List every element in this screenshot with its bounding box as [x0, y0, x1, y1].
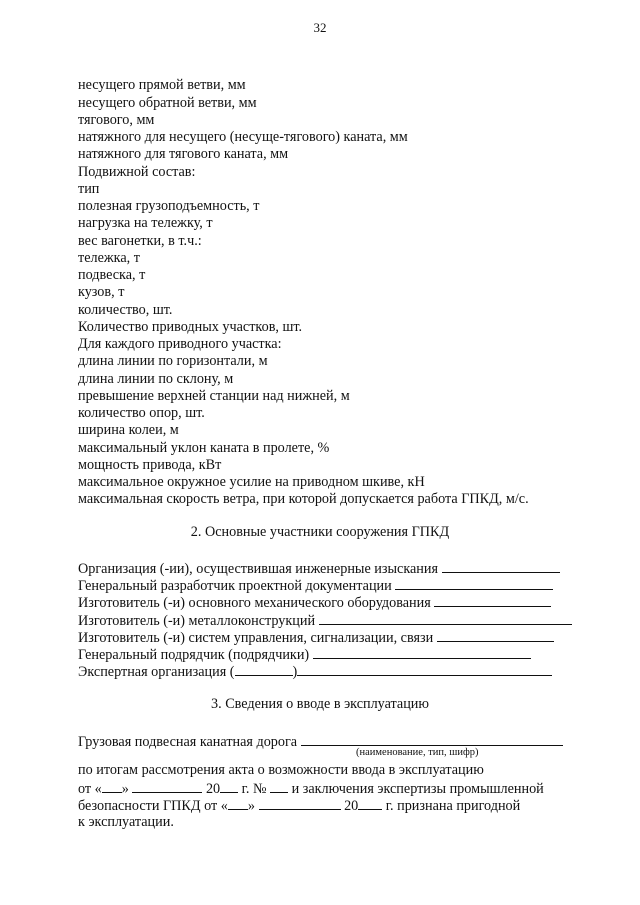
list-item: длина линии по горизонтали, м	[78, 353, 268, 369]
road-label: Грузовая подвесная канатная дорога	[78, 734, 298, 750]
list-item: максимальный уклон каната в пролете, %	[78, 440, 330, 456]
text-fragment: 20	[205, 781, 221, 797]
list-item: несущего прямой ветви, мм	[78, 77, 246, 93]
year-field[interactable]	[220, 779, 238, 793]
road-name-field[interactable]	[301, 732, 563, 746]
fill-in-line[interactable]	[297, 662, 552, 676]
list-item: превышение верхней станции над нижней, м	[78, 388, 350, 404]
list-item: тягового, мм	[78, 112, 155, 128]
participant-row	[78, 662, 552, 681]
text-fragment: »	[121, 781, 129, 797]
participant-label: Изготовитель (-и) металлоконструкций	[78, 613, 316, 629]
list-item: длина линии по склону, м	[78, 371, 234, 387]
text-fragment: безопасности ГПКД от «	[78, 798, 228, 814]
paragraph-line	[78, 796, 520, 815]
list-item: максимальное окружное усилие на приводном шкиве, кН	[78, 474, 425, 490]
list-item: Подвижной состав:	[78, 164, 196, 180]
participant-label: Генеральный подрядчик (подрядчики)	[78, 647, 310, 663]
list-item: натяжного для тягового каната, мм	[78, 146, 289, 162]
list-item: полезная грузоподъемность, т	[78, 198, 260, 214]
participant-label: Организация (-ии), осуществившая инженерные изыскания	[78, 561, 439, 577]
fill-in-line[interactable]	[313, 645, 531, 659]
fill-in-line[interactable]	[442, 559, 560, 573]
paragraph-line: к эксплуатации.	[78, 814, 174, 830]
day-field[interactable]	[228, 796, 248, 810]
participant-row	[78, 593, 551, 612]
text-fragment: г. №	[241, 781, 267, 797]
road-row	[78, 732, 563, 751]
list-item: тип	[78, 181, 100, 197]
list-item: максимальная скорость ветра, при которой допускается работа ГПКД, м/с.	[78, 491, 529, 507]
text-fragment: »	[247, 798, 255, 814]
list-item: натяжного для несущего (несуще-тягового) каната, мм	[78, 129, 408, 145]
list-item: мощность привода, кВт	[78, 457, 222, 473]
participant-label: Изготовитель (-и) основного механического оборудования	[78, 595, 431, 611]
list-item: Количество приводных участков, шт.	[78, 319, 303, 335]
list-item: тележка, т	[78, 250, 140, 266]
section2-heading: 2. Основные участники сооружения ГПКД	[190, 524, 450, 540]
fill-in-line[interactable]	[235, 662, 293, 676]
list-item: ширина колеи, м	[78, 422, 179, 438]
list-item: несущего обратной ветви, мм	[78, 95, 257, 111]
paragraph-line: по итогам рассмотрения акта о возможности ввода в эксплуатацию	[78, 762, 484, 778]
list-item: нагрузка на тележку, т	[78, 215, 213, 231]
fill-in-line[interactable]	[319, 611, 572, 625]
list-item: подвеска, т	[78, 267, 146, 283]
text-fragment: г. признана пригодной	[385, 798, 521, 814]
fill-in-line[interactable]	[437, 628, 554, 642]
list-item: кузов, т	[78, 284, 125, 300]
list-item: количество опор, шт.	[78, 405, 205, 421]
month-field[interactable]	[259, 796, 341, 810]
number-field[interactable]	[270, 779, 288, 793]
participant-label: Генеральный разработчик проектной документации	[78, 578, 392, 594]
month-field[interactable]	[132, 779, 202, 793]
participant-label: Изготовитель (-и) систем управления, сигнализации, связи	[78, 630, 434, 646]
text-fragment: и заключения экспертизы промышленной	[291, 781, 544, 797]
year-field[interactable]	[358, 796, 382, 810]
page-number: 32	[313, 20, 327, 35]
day-field[interactable]	[102, 779, 122, 793]
list-item: вес вагонетки, в т.ч.:	[78, 233, 202, 249]
participant-label-close: )	[292, 664, 298, 680]
section3-heading: 3. Сведения о вводе в эксплуатацию	[211, 696, 429, 712]
road-caption: (наименование, тип, шифр)	[356, 747, 479, 758]
participant-label: Экспертная организация (	[78, 664, 235, 680]
list-item: Для каждого приводного участка:	[78, 336, 282, 352]
text-fragment: от «	[78, 781, 102, 797]
text-fragment: 20	[344, 798, 359, 814]
fill-in-line[interactable]	[395, 576, 553, 590]
list-item: количество, шт.	[78, 302, 173, 318]
fill-in-line[interactable]	[434, 593, 551, 607]
